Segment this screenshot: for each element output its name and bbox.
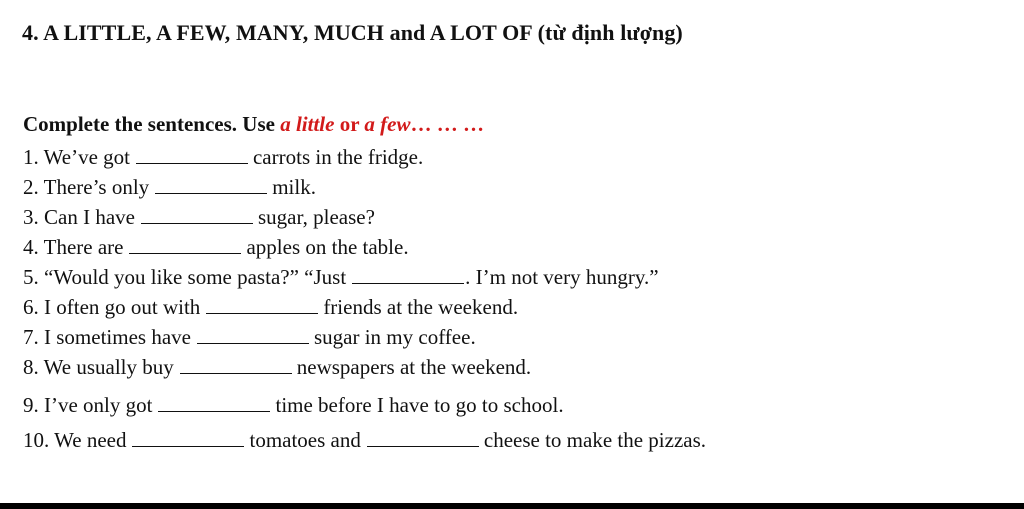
blank-8[interactable] xyxy=(180,355,292,374)
sentence-5-start: 5. “Would you like some pasta?” “Just xyxy=(23,265,347,289)
blank-10b[interactable] xyxy=(367,428,479,447)
sentence-10-middle: tomatoes and xyxy=(249,428,361,452)
sentence-10-start: 10. We need xyxy=(23,428,127,452)
instruction-option-a-little: a little xyxy=(280,112,335,136)
sentence-2-start: 2. There’s only xyxy=(23,175,150,199)
sentence-8 xyxy=(23,355,531,379)
instruction-option-a-few: a few xyxy=(364,112,411,136)
instruction-line xyxy=(23,112,484,137)
blank-4[interactable] xyxy=(129,235,241,254)
sentence-7-end: sugar in my coffee. xyxy=(313,325,476,349)
blank-6[interactable] xyxy=(206,295,318,314)
sentence-7 xyxy=(23,325,476,349)
sentence-10-end: cheese to make the pizzas. xyxy=(483,428,707,452)
sentence-10 xyxy=(23,428,706,452)
sentence-2-end: milk. xyxy=(272,175,316,199)
sentence-5-end: . I’m not very hungry.” xyxy=(465,265,659,289)
blank-2[interactable] xyxy=(155,175,267,194)
sentence-4 xyxy=(23,235,409,259)
instruction-prefix: Complete the sentences. Use xyxy=(23,112,281,136)
sentence-4-start: 4. There are xyxy=(23,235,124,259)
sentence-1 xyxy=(23,145,423,169)
sentence-3-end: sugar, please? xyxy=(257,205,375,229)
sentence-8-start: 8. We usually buy xyxy=(23,355,174,379)
instruction-ellipsis: … … … xyxy=(410,112,484,136)
sentence-2 xyxy=(23,175,316,199)
sentence-6 xyxy=(23,295,518,319)
exercise-heading: 4. A LITTLE, A FEW, MANY, MUCH and A LOT OF (từ định lượng) xyxy=(22,20,683,45)
blank-3[interactable] xyxy=(141,205,253,224)
sentence-6-start: 6. I often go out with xyxy=(23,295,201,319)
blank-10a[interactable] xyxy=(132,428,244,447)
sentence-5 xyxy=(23,265,659,289)
sentence-6-end: friends at the weekend. xyxy=(323,295,519,319)
instruction-or: or xyxy=(334,112,365,136)
blank-9[interactable] xyxy=(158,393,270,412)
sentence-4-end: apples on the table. xyxy=(246,235,409,259)
blank-5[interactable] xyxy=(352,265,464,284)
sentence-9 xyxy=(23,393,564,417)
sentence-9-end: time before I have to go to school. xyxy=(275,393,564,417)
bottom-border xyxy=(0,503,1024,509)
sentence-1-start: 1. We’ve got xyxy=(23,145,130,169)
sentence-3 xyxy=(23,205,375,229)
sentence-3-start: 3. Can I have xyxy=(23,205,135,229)
blank-7[interactable] xyxy=(197,325,309,344)
sentence-7-start: 7. I sometimes have xyxy=(23,325,191,349)
sentence-1-end: carrots in the fridge. xyxy=(252,145,424,169)
sentence-9-start: 9. I’ve only got xyxy=(23,393,153,417)
blank-1[interactable] xyxy=(136,145,248,164)
sentence-8-end: newspapers at the weekend. xyxy=(296,355,532,379)
